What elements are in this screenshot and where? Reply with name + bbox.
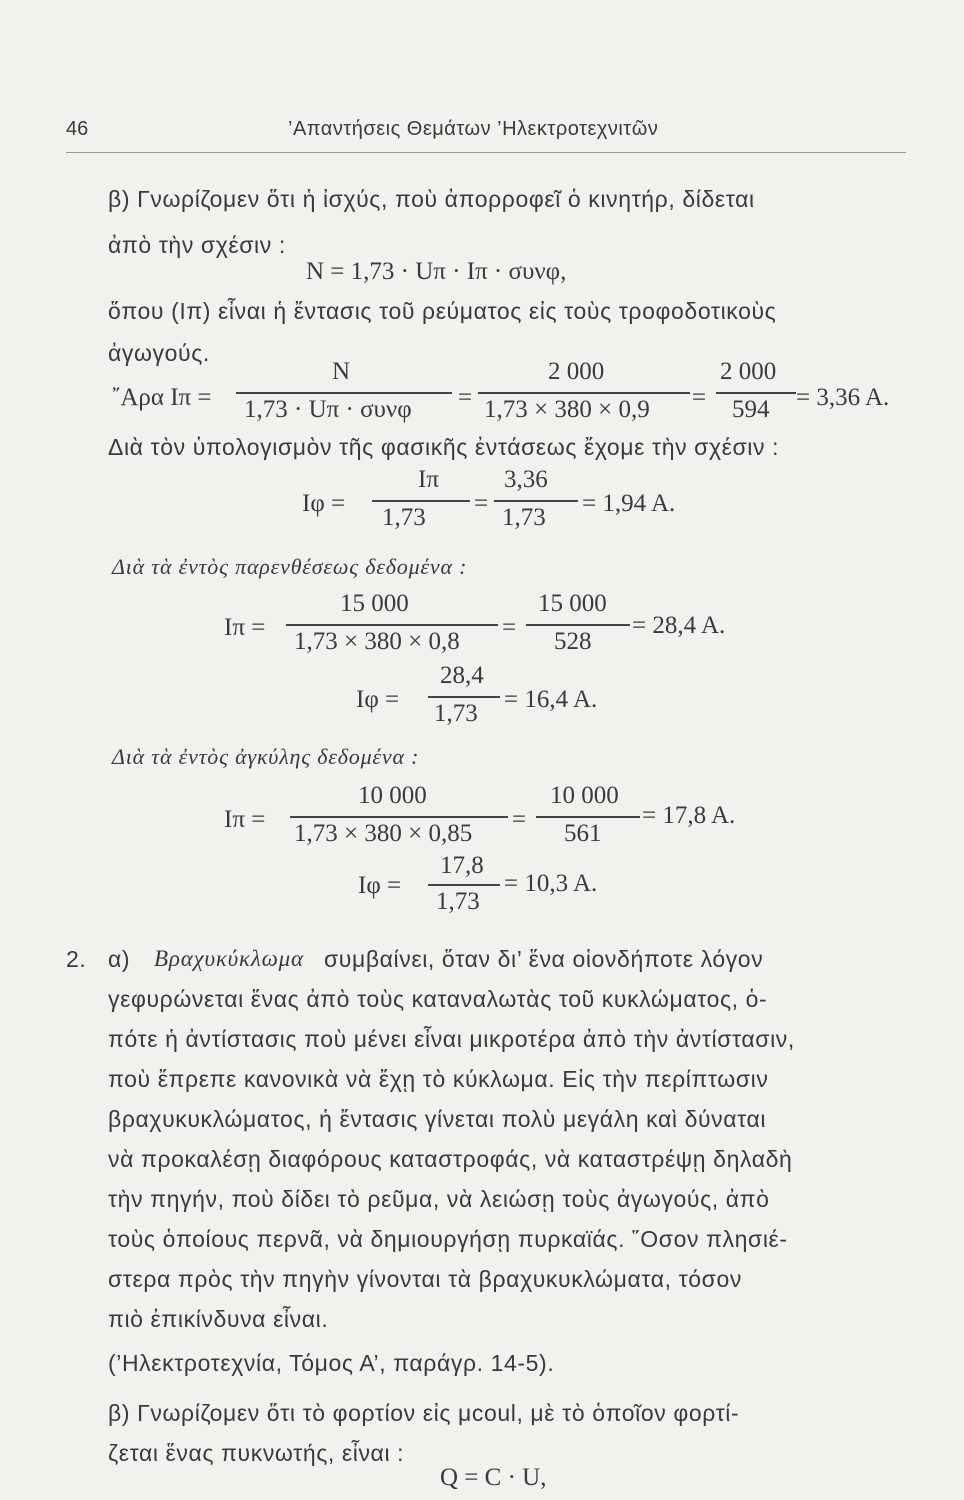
delta-f1-bar [286,624,498,626]
alpha-label: α) [108,946,131,972]
frac3-bar [716,392,796,394]
beta-line-4: ἀγωγούς. [108,340,210,366]
q2-line-4: ποὺ ἔπρεπε κανονικὰ νὰ ἔχῃ τὸ κύκλωμα. Εἰς τὴν περίπτωσιν [108,1066,769,1092]
delta-f1-num: 15 000 [340,590,409,617]
q2-line-1: συμβαίνει, ὅταν δι’ ἕνα οἱονδήποτε λόγον [324,946,764,972]
star-g-num: 17,8 [440,852,484,879]
star-ip-lhs: Iπ = [224,806,266,833]
beta-line-2: ἀπὸ τὴν σχέσιν : [108,232,286,258]
delta-g-den: 1,73 [434,700,478,727]
iphi-f1-bar [372,500,470,502]
q2-line-9: στερα πρὸς τὴν πηγὴν γίνονται τὰ βραχυκυκλώματα, τόσον [108,1266,742,1292]
running-title: ’Απαντήσεις Θεμάτων ’Ηλεκτροτεχνιτῶν [288,118,659,140]
delta-result-ip: = 28,4 A. [632,612,726,639]
iphi-f2-num: 3,36 [504,466,548,493]
iphi-f1-den: 1,73 [382,504,426,531]
delta-iphi-lhs: Iφ = [356,686,400,713]
delta-f2-bar [526,624,630,626]
short-circuit-term: Βραχυκύκλωμα [154,946,304,971]
q2-beta-line-2: ζεται ἕνας πυκνωτής, εἶναι : [108,1440,405,1466]
q2-line-2: γεφυρώνεται ἕνας ἀπὸ τοὺς καταναλωτὰς τοῦ κυκλώματος, ὁ- [108,986,768,1012]
delta-f2-num: 15 000 [538,590,607,617]
result-ip-1: = 3,36 A. [796,384,890,411]
delta-ip-lhs: Iπ = [224,614,266,641]
star-result-ip: = 17,8 A. [642,802,736,829]
delta-g-bar [428,696,500,698]
frac1-bar [236,392,452,394]
frac2-bar [478,392,690,394]
frac2-den: 1,73 × 380 × 0,9 [484,396,650,423]
result-iphi-1: = 1,94 A. [582,490,676,517]
star-f1-bar [290,816,508,818]
q2-beta-line-1: β) Γνωρίζομεν ὅτι τὸ φορτίον εἰς μcoul, μὲ τὸ ὁποῖον φορτί- [108,1400,740,1426]
page-header [66,118,906,150]
star-g-den: 1,73 [436,888,480,915]
q2-line-3: πότε ἡ ἀντίστασις ποὺ μένει εἶναι μικροτέρα ἀπὸ τὴν ἀντίστασιν, [108,1026,795,1052]
q2-line-6: νὰ προκαλέσῃ διαφόρους καταστροφάς, νὰ καταστρέψῃ δηλαδὴ [108,1146,793,1172]
page-number: 46 [66,118,89,140]
header-rule [66,152,906,153]
question-number: 2. [66,946,87,972]
q2-line-5: βραχυκυκλώματος, ἡ ἔντασις γίνεται πολὺ μεγάλη καὶ δύναται [108,1106,767,1132]
q2-line-7: τὴν πηγήν, ποὺ δίδει τὸ ρεῦμα, νὰ λειώσῃ τοὺς ἀγωγούς, ἀπὸ [108,1186,770,1212]
iphi-f2-bar [494,500,578,502]
delta-heading: Διὰ τὰ ἐντὸς παρενθέσεως δεδομένα : [112,554,468,579]
eq-2: = [692,384,707,411]
frac1-num: N [332,358,351,385]
delta-f1-den: 1,73 × 380 × 0,8 [294,628,460,655]
frac3-num: 2 000 [720,358,777,385]
iphi-f1-num: Iπ [418,466,439,493]
reference: (’Ηλεκτροτεχνία, Τόμος Α’, παράγρ. 14-5). [108,1350,555,1376]
iphi-lhs-1: Iφ = [302,490,346,517]
frac2-num: 2 000 [548,358,605,385]
phase-intro: Διὰ τὸν ὑπολογισμὸν τῆς φασικῆς ἐντάσεως ἔχομε τὴν σχέσιν : [108,434,780,460]
frac1-den: 1,73 · Uπ · συνφ [244,396,412,423]
power-formula: N = 1,73 · Uπ · Iπ · συνφ, [306,258,567,285]
star-f2-num: 10 000 [550,782,619,809]
star-result-iphi: = 10,3 A. [504,870,598,897]
star-f1-den: 1,73 × 380 × 0,85 [294,820,473,847]
star-eq: = [512,806,527,833]
charge-formula: Q = C · U, [440,1464,547,1491]
iphi-f2-den: 1,73 [502,504,546,531]
delta-f2-den: 528 [554,628,592,655]
star-f1-num: 10 000 [358,782,427,809]
ara-lhs: ῎Αρα Iπ = [112,384,212,411]
beta-line-1: β) Γνωρίζομεν ὅτι ἡ ἰσχύς, ποὺ ἀπορροφεῖ ὁ κινητήρ, δίδεται [108,186,755,212]
q2-line-10: πιὸ ἐπικίνδυνα εἶναι. [108,1306,329,1332]
delta-result-iphi: = 16,4 A. [504,686,598,713]
star-heading: Διὰ τὰ ἐντὸς ἀγκύλης δεδομένα : [112,744,420,769]
eq-3: = [474,490,489,517]
frac3-den: 594 [732,396,770,423]
star-f2-den: 561 [564,820,602,847]
q2-line-8: τοὺς ὁποίους περνᾶ, νὰ δημιουργήσῃ πυρκαϊάς. ῞Οσον πλησιέ- [108,1226,788,1252]
beta-line-3: ὅπου (Iπ) εἶναι ἡ ἔντασις τοῦ ρεύματος εἰς τοὺς τροφοδοτικοὺς [108,298,777,324]
delta-eq: = [502,614,517,641]
star-iphi-lhs: Iφ = [358,872,402,899]
star-g-bar [428,884,500,886]
eq-1: = [458,384,473,411]
delta-g-num: 28,4 [440,662,484,689]
star-f2-bar [536,816,640,818]
